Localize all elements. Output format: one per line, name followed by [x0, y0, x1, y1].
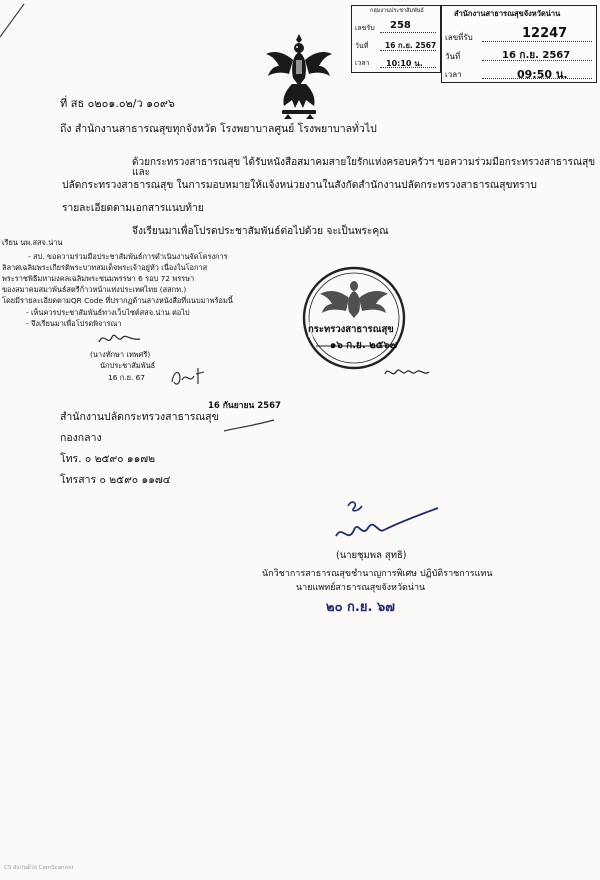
- note-signer-name: (นางทักษา เทพศรี): [90, 350, 151, 359]
- director-title2: นายแพทย์สาธารณสุขจังหวัดน่าน: [296, 583, 426, 593]
- stamp-left-header: กลุ่มงานประชาสัมพันธ์: [370, 8, 424, 14]
- stamp-left-no-value: 258: [390, 20, 411, 31]
- sender-stroke-icon: [222, 418, 276, 434]
- director-name: (นายชุมพล สุทธิ): [336, 550, 407, 561]
- body-para1-line2: ปลัดกระทรวงสาธารณสุข ในการมอบหมายให้แจ้งหน่วยงานในสังกัดสำนักงานปลัดกระทรวงสาธารณสุขทราบ: [62, 180, 537, 191]
- stamp-left-time-value: 10:10 น.: [386, 59, 423, 68]
- director-title1: นักวิชาการสาธารณสุขชำนาญการพิเศษ ปฏิบัติราชการแทน: [262, 569, 493, 579]
- note-line: - จึงเรียนมาเพื่อโปรดพิจารณา: [26, 319, 122, 328]
- ref-no: ที่ สธ ๐๒๐๑.๐๒/ว ๑๐๙๖: [60, 97, 175, 110]
- director-date: ๒๐ ก.ย. ๖๗: [326, 600, 395, 615]
- stamp-left-date-label: วันที่: [355, 42, 369, 50]
- note-line: เรียน นพ.สสจ.น่าน: [2, 238, 63, 247]
- garuda-emblem-icon: [262, 30, 336, 120]
- stamp-right-header: สำนักงานสาธารณสุขจังหวัดน่าน: [454, 9, 561, 18]
- stamp-right-date-label: วันที่: [445, 52, 461, 61]
- receipt-stamp-right: [441, 5, 597, 83]
- stamp-right-date-value: 16 ก.ย. 2567: [502, 50, 571, 61]
- note-line: โดยมีรายละเอียดตามQR Code ที่ปรากฏด้านล่างหนังสือที่แนบมาพร้อมนี้: [2, 296, 233, 305]
- note-line: - เห็นควรประชาสัมพันธ์ทางเว็บไซต์สสจ.น่าน ต่อไป: [26, 308, 190, 317]
- addressee: ถึง สำนักงานสาธารณสุขทุกจังหวัด โรงพยาบาลศูนย์ โรงพยาบาลทั่วไป: [60, 123, 377, 135]
- scanner-watermark: CS สแกนด้วย CamScanner: [4, 865, 74, 871]
- stamp-right-time-value: 09:50 น.: [517, 68, 568, 81]
- seal-text-line1: กระทรวงสาธารณสุข: [308, 324, 394, 335]
- sender-office: สำนักงานปลัดกระทรวงสาธารณสุข: [60, 411, 219, 423]
- stamp-left-date-value: 16 ก.ย. 2567: [385, 41, 437, 50]
- stamp-right-no-value: 12247: [522, 26, 568, 41]
- note-signature-icon: [96, 329, 142, 349]
- seal-initials-icon: [382, 362, 432, 382]
- stamp-right-no-label: เลขที่รับ: [445, 33, 473, 42]
- note-signer-date: 16 ก.ย. 67: [108, 373, 146, 382]
- stamp-left-time-label: เวลา: [355, 59, 370, 67]
- body-para1-line1: ด้วยกระทรวงสาธารณสุข ได้รับหนังสือสมาคมสายใยรักแห่งครอบครัวฯ ขอความร่วมมือกระทรวงสาธารณสุขและ: [132, 157, 596, 178]
- note-signer-title: นักประชาสัมพันธ์: [100, 361, 156, 370]
- body-para1-line3: รายละเอียดตามเอกสารแนบท้าย: [62, 203, 204, 214]
- initials-scribble-icon: [168, 364, 208, 390]
- note-line: ของสมาคมสมาพันธ์สตรีก้าวหน้าแห่งประเทศไทย (สสกท.): [2, 285, 187, 294]
- sender-division: กองกลาง: [60, 432, 102, 444]
- sender-fax: โทรสาร ๐ ๒๕๙๐ ๑๑๗๔: [60, 474, 171, 486]
- note-line: - สป. ขอความร่วมมือประชาสัมพันธ์การดำเนินงานจัดโครงการ: [28, 252, 228, 261]
- stamp-right-time-label: เวลา: [445, 70, 462, 79]
- note-line: พระราชพิธีมหามงคลเฉลิมพระชนมพรรษา 6 รอบ 72 พรรษา: [2, 274, 195, 283]
- stamp-left-no-label: เลขรับ: [355, 24, 375, 32]
- body-para2: จึงเรียนมาเพื่อโปรดประชาสัมพันธ์ต่อไปด้วย จะเป็นพระคุณ: [132, 226, 389, 237]
- letter-date: 16 กันยายน 2567: [208, 401, 281, 411]
- director-signature-icon: [330, 494, 442, 550]
- note-line: ลิลาศเฉลิมพระเกียรติพระบาทสมเด็จพระเจ้าอยู่หัว เนื่องในโอกาส: [2, 263, 208, 272]
- receipt-stamp-left: [351, 5, 441, 73]
- seal-text-line2: ๑๖ ก.ย. ๒๕๖๗: [330, 340, 398, 351]
- sender-tel: โทร. ๐ ๒๕๙๐ ๑๑๗๒: [60, 453, 156, 465]
- corner-line: [0, 0, 30, 40]
